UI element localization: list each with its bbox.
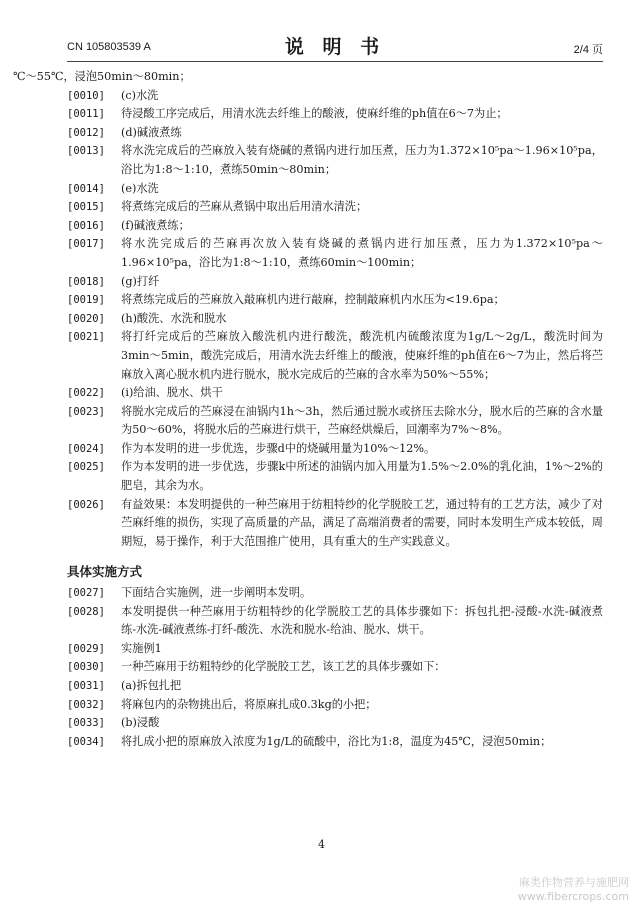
paragraph-number: [0023]: [67, 405, 105, 418]
paragraph-text: (b)浸酸: [121, 716, 160, 730]
paragraph-number: [0014]: [67, 182, 105, 195]
paragraph-number: [0015]: [67, 201, 105, 214]
paragraph-text: 将煮练完成后的苎麻放入敲麻机内进行敲麻，控制敲麻机内水压为<19.6pa；: [121, 293, 505, 307]
paragraph: [67, 440, 603, 459]
paragraph: [67, 124, 603, 143]
paragraph-text: 下面结合实施例，进一步阐明本发明。: [121, 586, 312, 600]
watermark-url: www.fibercrops.com: [517, 890, 629, 903]
paragraph: [67, 273, 603, 292]
paragraph: [67, 217, 603, 236]
page-indicator: 2/4 页: [573, 44, 603, 56]
paragraph-number: [0017]: [67, 238, 105, 251]
paragraph: [67, 328, 603, 384]
paragraph: [67, 603, 603, 640]
paragraph-text: (a)拆包扎把: [121, 679, 182, 692]
paragraph: [67, 198, 603, 217]
paragraph: [67, 677, 603, 696]
paragraph-text: 将打纤完成后的苎麻放入酸洗机内进行酸洗，酸洗机内硫酸浓度为1g/L～2g/L，酸洗时间为3min～5min，酸洗完成后，用清水洗去纤维上的酸液，使麻纤维的ph值在6～7为止，然后将苎麻放入离心脱水机内进行脱水，脱水完成后的苎麻的含水率为50%～55%；: [121, 330, 603, 381]
paragraph-number: [0031]: [67, 680, 105, 692]
paragraph-number: [0019]: [67, 294, 105, 307]
page-title: 说 明 书: [284, 36, 386, 58]
document-body: [13, 68, 603, 751]
paragraph-number: [0022]: [67, 387, 105, 400]
paragraph: [67, 696, 603, 715]
paragraph-text: (h)酸洗、水洗和脱水: [121, 311, 227, 325]
paragraph: [67, 733, 603, 752]
paragraph: [67, 584, 603, 603]
paragraph-number: [0021]: [67, 331, 105, 344]
paragraph: [67, 142, 603, 179]
paragraph-text: 实施例1: [121, 641, 162, 655]
page-header: [67, 28, 603, 60]
paragraph: [67, 658, 603, 677]
paragraph-text: (c)水洗: [121, 88, 159, 102]
paragraph-number: [0026]: [67, 498, 105, 511]
paragraph-text: 作为本发明的进一步优选，步骤k中所述的油锅内加入用量为1.5%～2.0%的乳化油，1%～2%的肥皂，其余为水。: [121, 460, 603, 493]
watermark: [518, 876, 629, 904]
paragraph-number: [0028]: [67, 605, 105, 618]
paragraph: [67, 87, 603, 106]
paragraph: [67, 403, 603, 440]
paragraph-text: (d)碱液煮练: [121, 125, 182, 139]
paragraph: [67, 235, 603, 272]
paragraph-text: 将扎成小把的原麻放入浓度为1g/L的硫酸中，浴比为1:8，温度为45℃，浸泡50min；: [121, 734, 552, 748]
paragraph-number: [0032]: [67, 698, 105, 711]
paragraph-number: [0011]: [67, 108, 105, 121]
paragraph: [67, 496, 603, 552]
section-heading: 具体实施方式: [67, 564, 143, 580]
paragraph-number: [0018]: [67, 275, 105, 288]
paragraph-text: 将水洗完成后的苎麻放入装有烧碱的煮锅内进行加压煮，压力为1.372×10⁵pa～1.96×10⁵pa，浴比为1:8～1:10，煮练50min～80min；: [121, 144, 603, 176]
paragraph-text: (g)打纤: [121, 274, 160, 288]
paragraph-number: [0024]: [67, 442, 105, 455]
watermark-name: 麻类作物营养与施肥网: [519, 876, 629, 889]
paragraph-text: 将麻包内的杂物挑出后，将原麻扎成0.3kg的小把；: [121, 697, 377, 711]
paragraph-number: [0010]: [67, 89, 105, 102]
paragraph: [67, 384, 603, 403]
paragraph-text: 待浸酸工序完成后，用清水洗去纤维上的酸液，使麻纤维的ph值在6～7为止；: [121, 107, 508, 121]
continued-line: ℃～55℃，浸泡50min～80min；: [13, 70, 191, 83]
paragraph: [67, 714, 603, 733]
paragraph-number: [0016]: [67, 219, 105, 232]
paragraph-text: 本发明提供一种苎麻用于纺粗特纱的化学脱胶工艺的具体步骤如下：拆包扎把-浸酸-水洗-碱液煮练-水洗-碱液煮练-打纤-酸洗、水洗和脱水-给油、脱水、烘干。: [121, 604, 603, 637]
paragraph-number: [0029]: [67, 642, 105, 655]
document-number: CN 105803539 A: [67, 41, 151, 53]
paragraph-text: 将脱水完成后的苎麻浸在油锅内1h～3h，然后通过脱水或挤压去除水分，脱水后的苎麻的含水量为50～60%，将脱水后的苎麻进行烘干，苎麻经烘燥后，回潮率为7%～8%。: [121, 404, 603, 437]
paragraph: [67, 458, 603, 495]
paragraph-number: [0030]: [67, 661, 105, 674]
paragraph-text: (i)给油、脱水、烘干: [121, 386, 223, 400]
paragraph-group: [67, 87, 603, 552]
header-divider: [67, 61, 603, 62]
paragraph-number: [0033]: [67, 717, 105, 730]
paragraph: [67, 310, 603, 329]
paragraph-group: [67, 584, 603, 751]
paragraph: [67, 640, 603, 659]
paragraph-number: [0013]: [67, 145, 105, 158]
page-number: 4: [318, 838, 325, 851]
paragraph-text: (f)碱液煮练；: [121, 218, 190, 232]
paragraph-number: [0027]: [67, 587, 105, 600]
paragraph: [67, 291, 603, 310]
paragraph-number: [0012]: [67, 126, 105, 139]
paragraph-text: 有益效果：本发明提供的一种苎麻用于纺粗特纱的化学脱胶工艺，通过特有的工艺方法，减少了对苎麻纤维的损伤，实现了高质量的产品，满足了高端消费者的需要，同时本发明生产成本较低，周期短，易于操作，利于大范围推广使用，具有重大的生产实践意义。: [121, 497, 603, 548]
paragraph-text: (e)水洗: [121, 181, 159, 195]
paragraph-text: 将煮练完成后的苎麻从煮锅中取出后用清水清洗；: [121, 200, 368, 214]
paragraph-text: 将水洗完成后的苎麻再次放入装有烧碱的煮锅内进行加压煮，压力为1.372×10⁵pa～1.96×10⁵pa，浴比为1:8～1:10，煮练60min～100min；: [121, 237, 603, 269]
paragraph: [67, 180, 603, 199]
paragraph-number: [0020]: [67, 312, 105, 325]
paragraph-text: 作为本发明的进一步优选，步骤d中的烧碱用量为10%～12%。: [121, 441, 436, 455]
paragraph-number: [0025]: [67, 461, 105, 474]
paragraph-text: 一种苎麻用于纺粗特纱的化学脱胶工艺，该工艺的具体步骤如下：: [121, 660, 446, 674]
paragraph: [67, 105, 603, 124]
paragraph-number: [0034]: [67, 735, 105, 748]
